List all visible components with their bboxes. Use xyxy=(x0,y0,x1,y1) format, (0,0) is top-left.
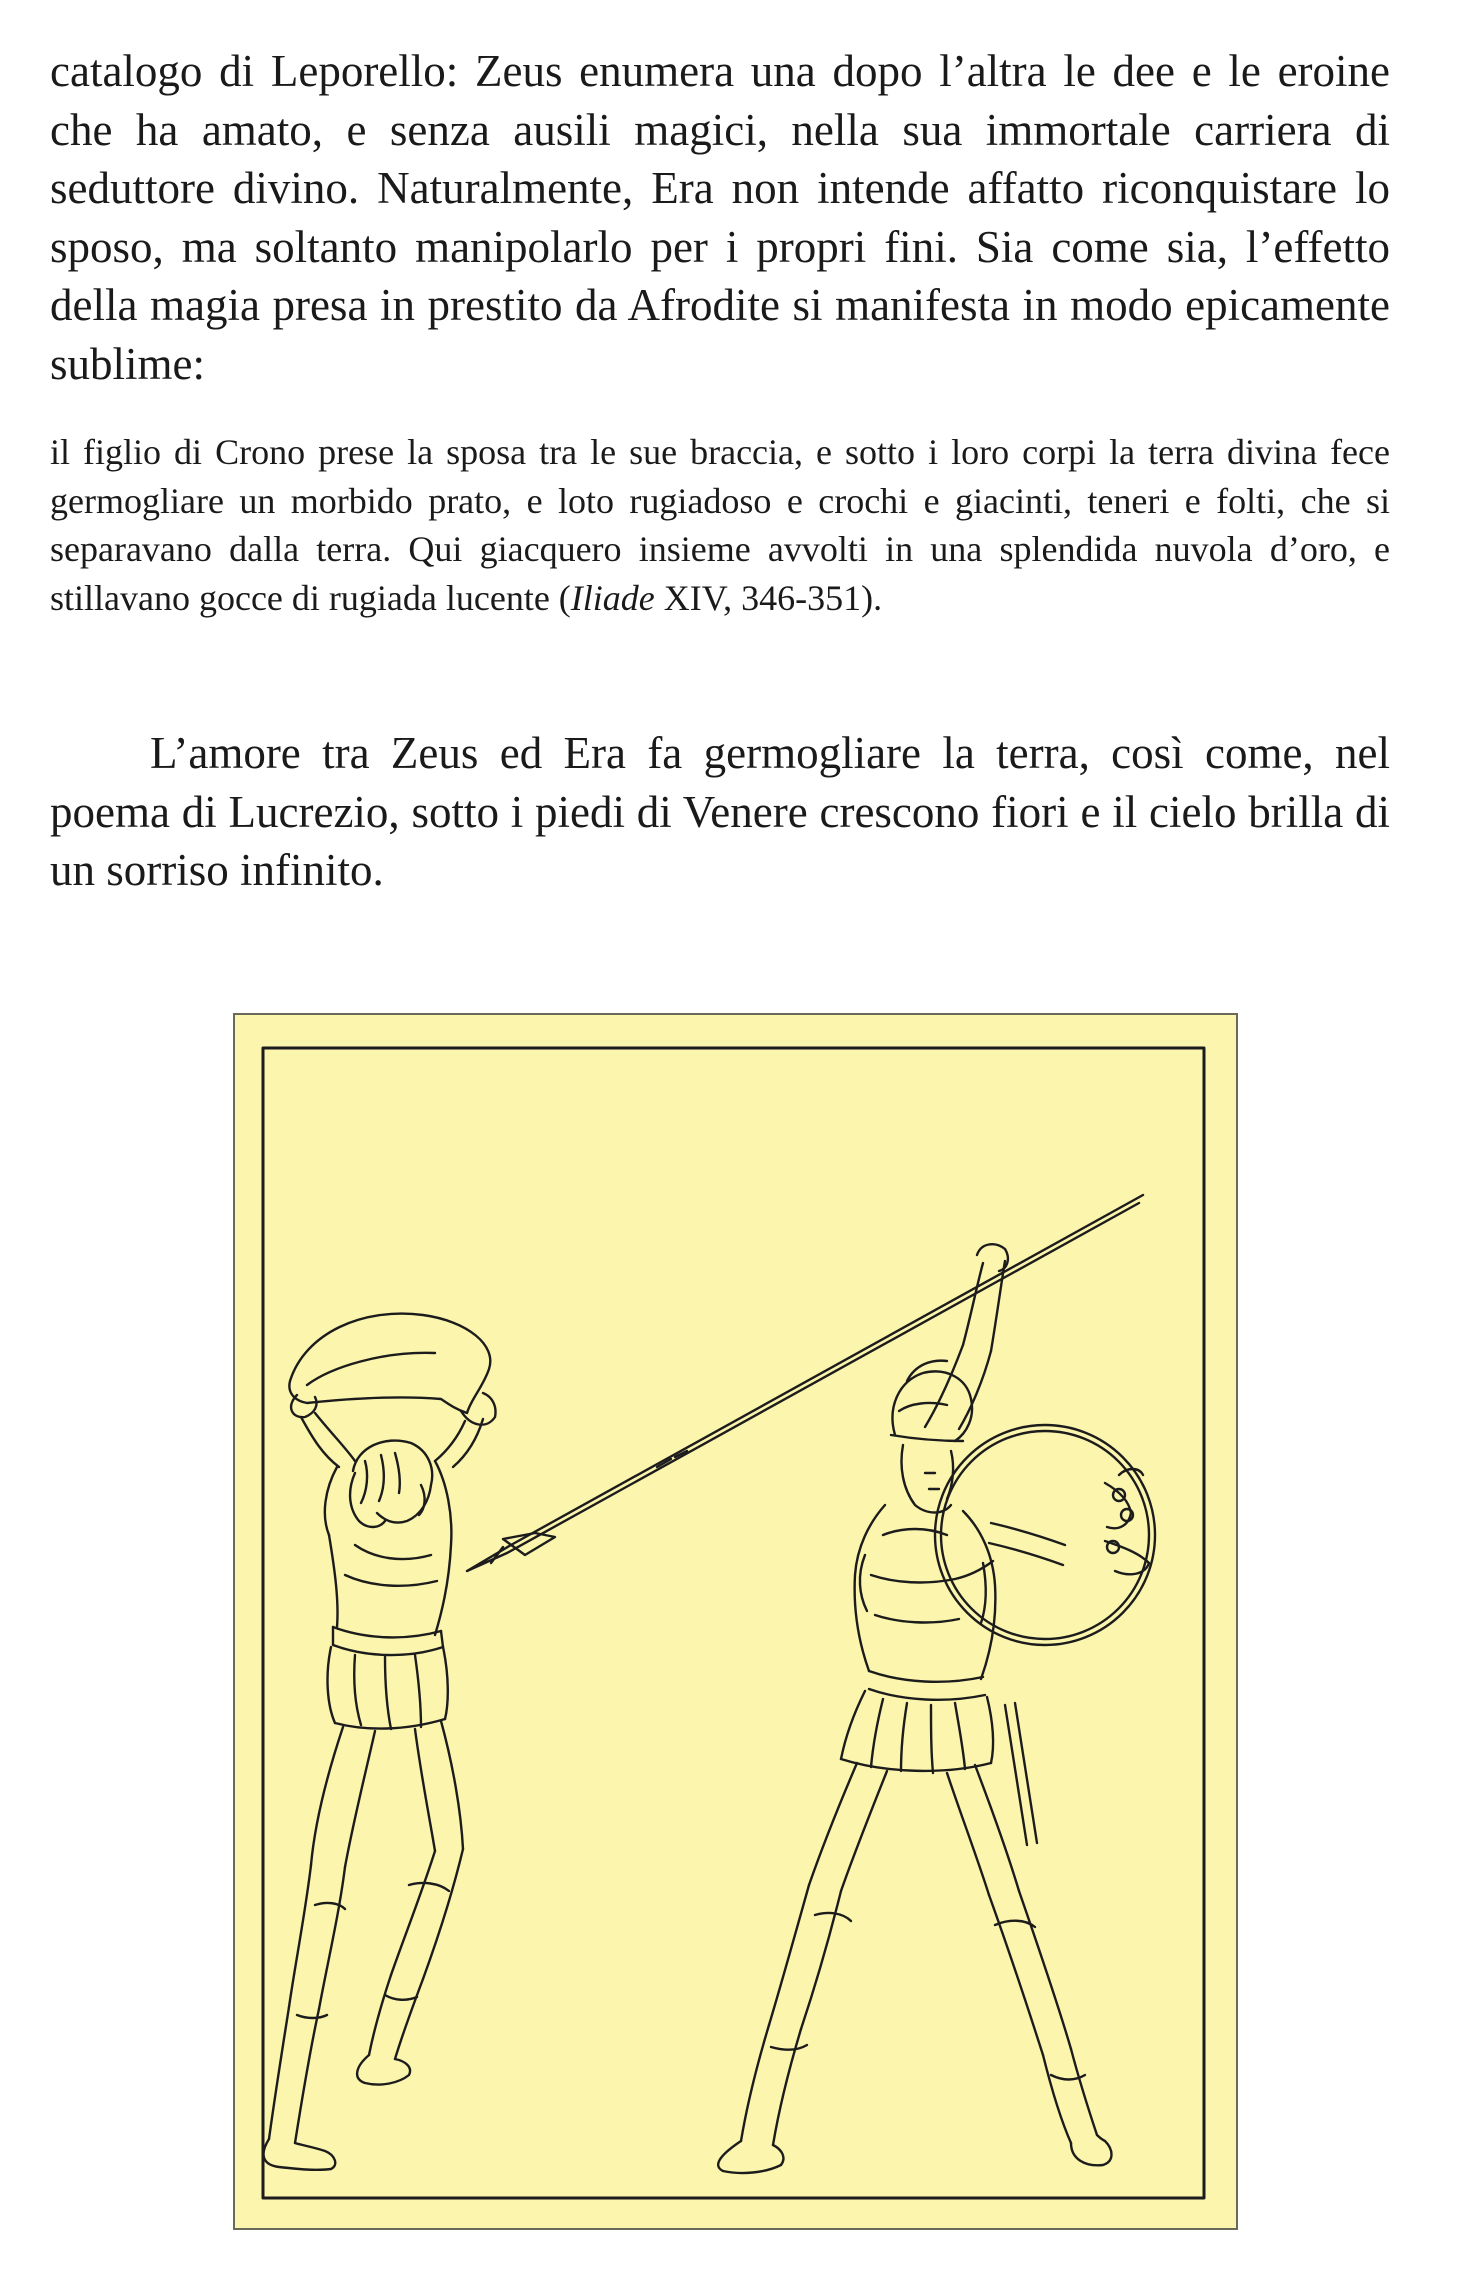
quote-citation-ref: XIV, 346-351). xyxy=(654,577,883,618)
left-warrior-figure xyxy=(264,1314,496,2170)
body-paragraph-1: catalogo di Leporello: Zeus enumera una dopo l’altra le dee e le eroine che ha amato, e senza ausili magici, nella sua immortale carriera di seduttore divino. Naturalmente, Era non intende affatto riconquistare lo sposo, ma soltanto manipolarlo per i propri fini. Sia come sia, l’effetto della magia presa in prestito da Afrodite si manifesta in modo epicamente sublime: xyxy=(50,46,1390,389)
warriors-illustration xyxy=(235,1015,1236,2228)
illustration-panel xyxy=(233,1013,1238,2230)
right-warrior-figure xyxy=(718,1244,1155,2173)
block-quote xyxy=(50,428,1390,622)
body-paragraph-2: L’amore tra Zeus ed Era fa germogliare la terra, così come, nel poema di Lucrezio, sotto i piedi di Venere crescono fiori e il cielo brilla di un sorriso infinito. xyxy=(50,728,1390,895)
spear xyxy=(467,1195,1143,1571)
quote-citation-title: Iliade xyxy=(570,577,655,618)
quote-text: il figlio di Crono prese la sposa tra le sue braccia, e sotto i loro corpi la terra divina fece germogliare un morbido prato, e loto rugiadoso e crochi e giacinti, teneri e folti, che si separavano dalla terra. Qui giacquero insieme avvolti in una splendida nuvola d’oro, e stillavano gocce di rugiada lucente ( xyxy=(50,432,1390,618)
